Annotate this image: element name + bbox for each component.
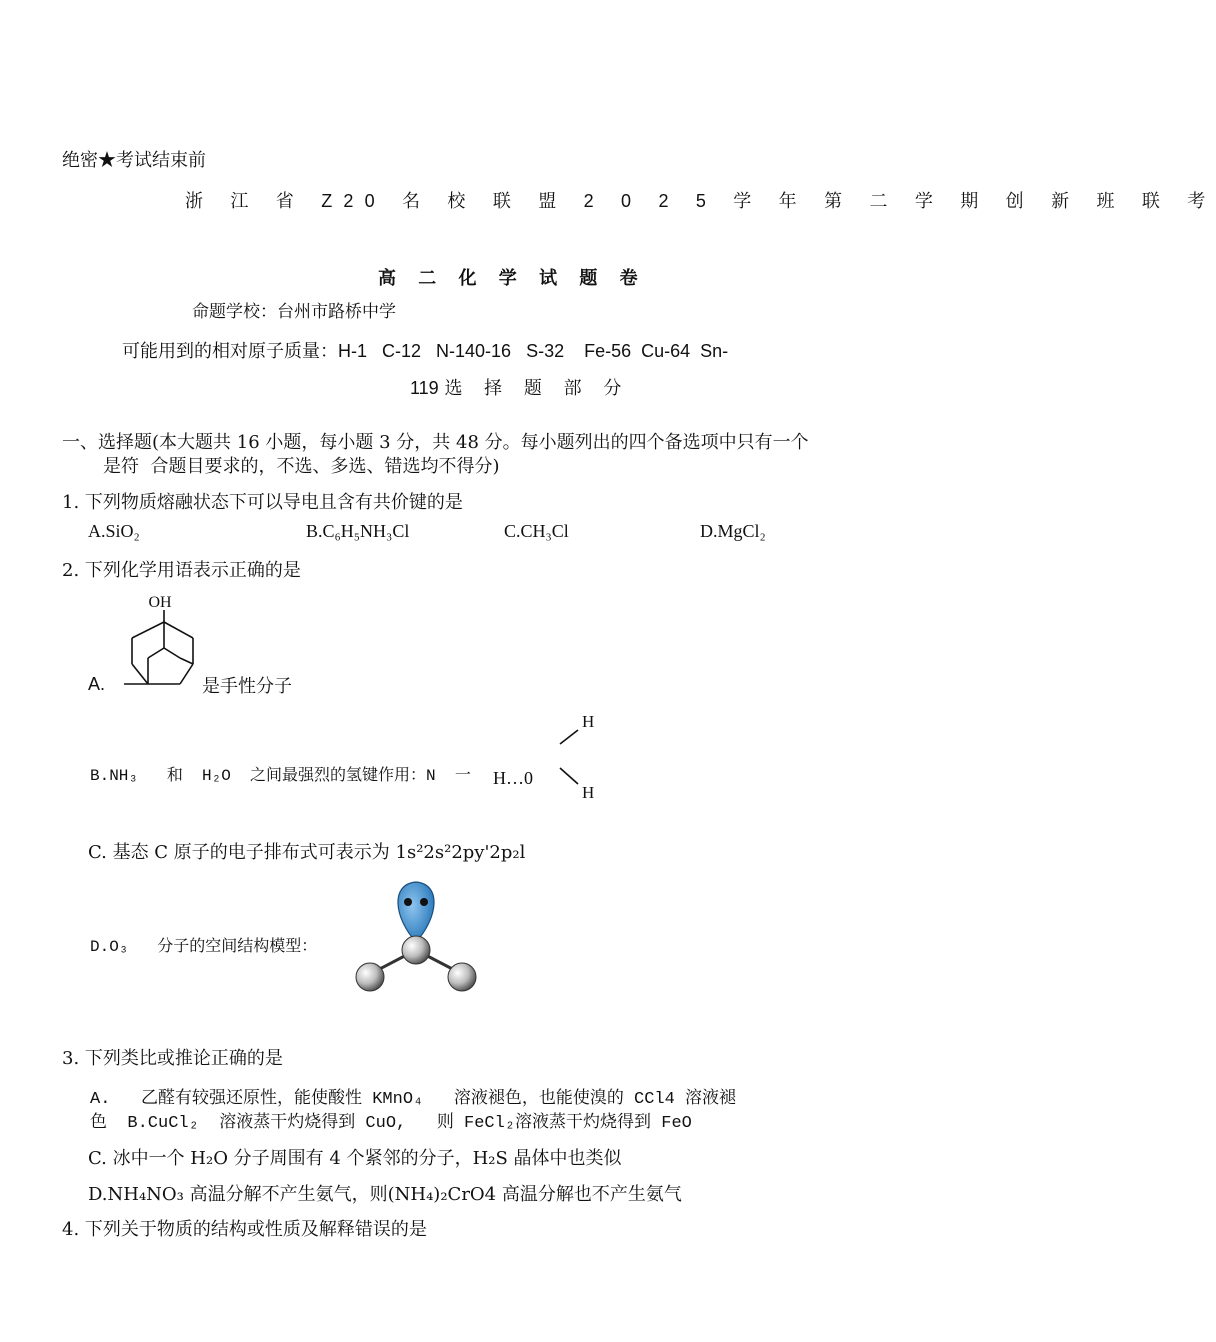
q2-option-d-text: D.O₃ 分子的空间结构模型： [90, 938, 318, 956]
q3-stem: 3. 下列类比或推论正确的是 [62, 1048, 283, 1069]
q1-option-a: A.SiO₂ [88, 521, 140, 541]
q1-option-c: C.CH₃Cl [504, 521, 569, 541]
ozone-model [350, 878, 482, 998]
q2-option-b-text: B.NH₃ 和 H₂O 之间最强烈的氢键作用：N 一 [90, 767, 471, 785]
oxygen-atom-left [356, 963, 384, 991]
part-title: 选 择 题 部 分 [444, 378, 630, 399]
h-bottom-label: H [582, 783, 595, 802]
adamantane-cage-lines [124, 610, 193, 684]
part-title-row [410, 374, 629, 400]
q2-option-c: C. 基态 C 原子的电子排布式可表示为 1s²2s²2py'2p₂l [88, 842, 526, 863]
atomic-mass-line: 可能用到的相对原子质量：H-1 C-12 N-140-16 S-32 Fe-56 Cu-64 Sn- [122, 341, 729, 361]
q2-option-b-hbond: H…0 [493, 768, 533, 788]
subject-title: 高 二 化 学 试 题 卷 [378, 268, 646, 289]
water-h-structure [550, 708, 610, 808]
q3-option-c: C. 冰中一个 H₂O 分子周围有 4 个紧邻的分子，H₂S 晶体中也类似 [88, 1148, 622, 1169]
h-top-label: H [582, 712, 595, 731]
oxygen-atom-center [402, 936, 430, 964]
q1-option-d: D.MgCl₂ [700, 521, 766, 541]
q3-option-d: D.NH₄NO₃ 高温分解不产生氨气，则(NH₄)₂CrO4 高温分解也不产生氨气 [88, 1184, 682, 1205]
atomic-mass-continuation: 119 [410, 378, 439, 398]
q3-option-a: A. 乙醛有较强还原性，能使酸性 KMnO₄ 溶液褪色，也能使溴的 CCl4 溶液褪 [90, 1090, 737, 1109]
lone-pair-electron [420, 898, 428, 906]
oh-bond-top [560, 730, 578, 744]
q1-option-b: B.C₆H₅NH₃Cl [306, 521, 410, 541]
q4-stem: 4. 下列关于物质的结构或性质及解释错误的是 [62, 1219, 427, 1240]
q2-stem: 2. 下列化学用语表示正确的是 [62, 560, 301, 581]
secret-label: 绝密★考试结束前 [62, 150, 206, 171]
q2-option-a-text: 是手性分子 [202, 676, 292, 697]
q1-stem: 1. 下列物质熔融状态下可以导电且含有共价键的是 [62, 492, 463, 513]
section-heading-cont: 是符 合题目要求的，不选、多选、错选均不得分) [103, 456, 500, 477]
section-heading: 一、选择题(本大题共 16 小题，每小题 3 分，共 48 分。每小题列出的四个备选项中只有一个 [62, 432, 809, 453]
lone-pair-electron [404, 898, 412, 906]
oxygen-atom-right [448, 963, 476, 991]
q3-option-b: 色 B.CuCl₂ 溶液蒸干灼烧得到 CuO, 则 FeCl₂溶液蒸干灼烧得到 FeO [90, 1114, 692, 1133]
oh-bond-bottom [560, 768, 578, 784]
exam-title: 浙 江 省 Z20 名 校 联 盟 2 0 2 5 学 年 第 二 学 期 创 新 班 联 考 [185, 191, 1216, 211]
lone-pair-lobe [398, 882, 434, 942]
adamantanol-structure [118, 588, 202, 692]
q2-option-a-label: A. [88, 674, 106, 694]
hydroxyl-label: OH [148, 594, 172, 611]
school-line: 命题学校：台州市路桥中学 [192, 302, 396, 322]
